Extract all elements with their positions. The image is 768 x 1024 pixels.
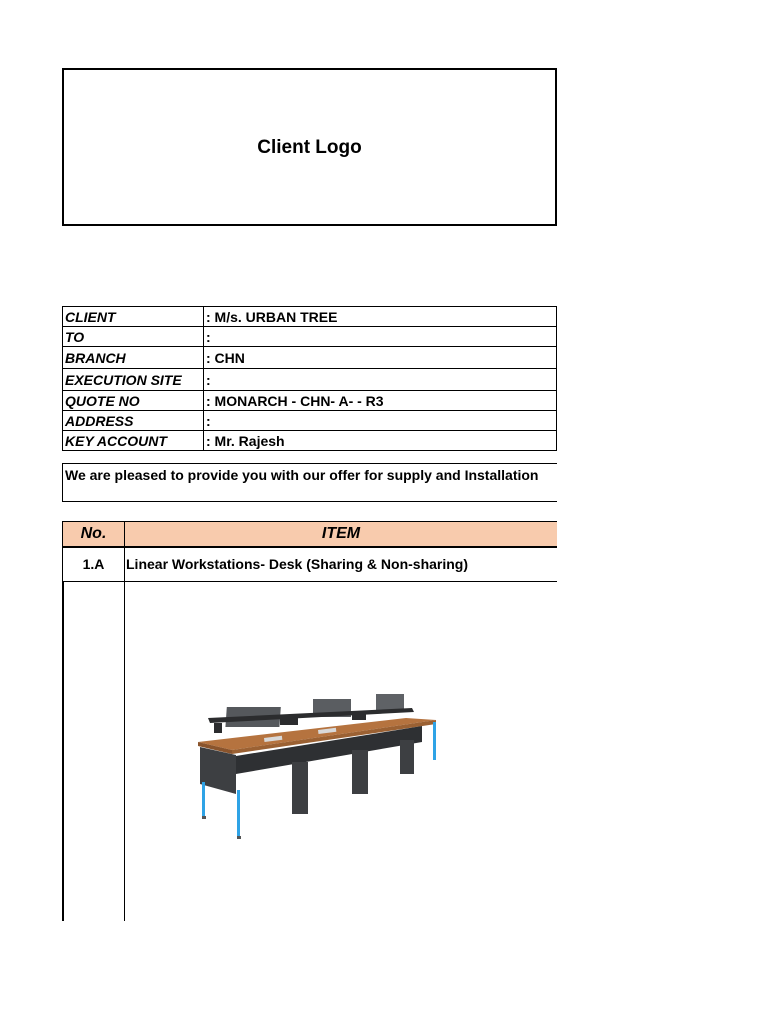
info-row-key-account	[63, 431, 557, 451]
header-no: No.	[63, 522, 125, 546]
info-value: : M/s. URBAN TREE	[204, 307, 557, 327]
info-value: : Mr. Rajesh	[204, 431, 557, 451]
items-table	[62, 521, 557, 921]
info-label: KEY ACCOUNT	[63, 431, 204, 451]
info-label: QUOTE NO	[63, 391, 204, 411]
info-row-address	[63, 411, 557, 431]
info-value: :	[204, 369, 557, 391]
info-label: BRANCH	[63, 347, 204, 369]
info-row-client	[63, 307, 557, 327]
info-label: ADDRESS	[63, 411, 204, 431]
header-item: ITEM	[321, 525, 361, 542]
item-number: 1.A	[63, 547, 125, 581]
info-label: CLIENT	[63, 307, 204, 327]
info-label: TO	[63, 327, 204, 347]
info-value: :	[204, 327, 557, 347]
item-image-row	[62, 582, 557, 921]
column-divider	[124, 582, 125, 921]
items-table-header	[62, 521, 557, 548]
info-row-execution-site	[63, 369, 557, 391]
info-row-quote-no	[63, 391, 557, 411]
item-row	[62, 547, 557, 582]
info-row-branch	[63, 347, 557, 369]
info-value: : MONARCH - CHN- A- - R3	[204, 391, 557, 411]
client-logo-box	[62, 68, 557, 226]
info-label: EXECUTION SITE	[63, 369, 204, 391]
desk-workstation-image	[192, 690, 442, 840]
info-value: :	[204, 411, 557, 431]
client-info-table	[62, 306, 557, 451]
client-logo-placeholder: Client Logo	[257, 137, 362, 158]
item-description: Linear Workstations- Desk (Sharing & Non-sharing)	[126, 556, 469, 572]
offer-text: We are pleased to provide you with our offer for supply and Installation	[65, 467, 539, 483]
info-value: : CHN	[204, 347, 557, 369]
info-row-to	[63, 327, 557, 347]
offer-text-box	[62, 463, 557, 502]
